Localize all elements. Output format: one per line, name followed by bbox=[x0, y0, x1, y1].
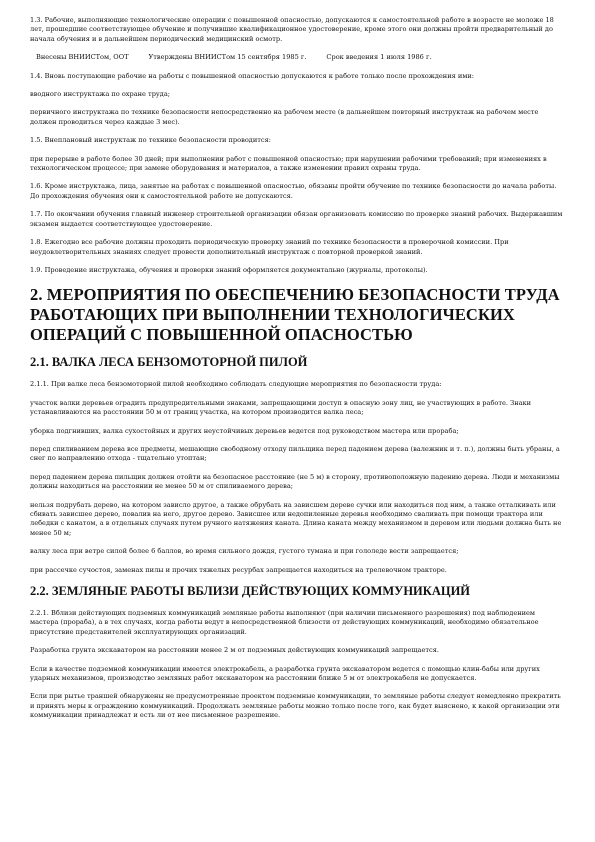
paragraph-1-9: 1.9. Проведение инструктажа, обучения и проверки знаний оформляется документально (журналы, протоколы). bbox=[30, 265, 428, 274]
meta-effective: Срок введения 1 июля 1986 г. bbox=[326, 53, 432, 62]
paragraph-2-2-1: 2.2.1. Вблизи действующих подземных коммуникаций земляные работы выполняют (при наличии письменного разрешения) под наблюдением мастера (прораба), а в тех случаях, когда работы ведут в непосредственной близости от действующих коммуникаций, необходимо обязательное присутствие представителей эксплуатирующих организаций. bbox=[30, 609, 539, 636]
paragraph-1-4-b: первичного инструктажа по технике безопасности непосредственно на рабочем месте (в дальнейшем повторный инструктаж на рабочем месте должен проводиться через каждые 3 мес). bbox=[30, 108, 539, 126]
meta-introduced: Внесены ВНИИСТом, ООТ bbox=[36, 53, 129, 62]
paragraph-2-2-2: Разработка грунта экскаватором на расстоянии менее 2 м от подземных действующих коммуникаций запрещается. bbox=[30, 646, 439, 655]
paragraph-2-1-e: нельзя подрубать дерево, на котором зависло другое, а также обрубать на зависшем дереве сучки или находиться под ним, а также отталкивать или сбивать зависшее дерево, повалив на него, другое дерево. Зависшее или недопиленные деревья необходимо сваливать при помощи трактора или лебедки с канатом, а в отдельных случаях путем ручного натяжения каната. Длина каната между механизмом и деревом или людьми должна быть не менее 50 м; bbox=[30, 500, 562, 537]
paragraph-1-5-a: при перерыве в работе более 30 дней; при выполнении работ с повышенной опасностью; при нарушении рабочими требований; при изменениях в технологическом процессе; при замене оборудования и материалов, а также изменении правил охраны труда. bbox=[30, 154, 547, 173]
paragraph-2-1-c: перед спиливанием дерева все предметы, мешающие свободному отходу пильщика перед падением дерева (валежник и т. п.), должны быть убраны, а снег по направлению отхода - тщательно утоптан; bbox=[30, 444, 560, 463]
subsection-2-1-heading: 2.1. ВАЛКА ЛЕСА БЕНЗОМОТОРНОЙ ПИЛОЙ bbox=[30, 355, 308, 370]
meta-approved: Утверждены ВНИИСТом 15 сентября 1985 г. bbox=[148, 53, 307, 62]
section-2-heading: 2. МЕРОПРИЯТИЯ ПО ОБЕСПЕЧЕНИЮ БЕЗОПАСНОСТИ ТРУДА РАБОТАЮЩИХ ПРИ ВЫПОЛНЕНИИ ТЕХНОЛОГИЧЕСКИХ ОПЕРАЦИЙ С ПОВЫШЕННОЙ ОПАСНОСТЬЮ bbox=[30, 285, 560, 345]
paragraph-1-6: 1.6. Кроме инструктажа, лица, занятые на работах с повышенной опасностью, обязаны пройти обучение по технике безопасности до начала работы. До прохождения обучения они к самостоятельной работе не допускаются. bbox=[30, 182, 557, 200]
paragraph-2-1-1: 2.1.1. При валке леса бензомоторной пилой необходимо соблюдать следующие мероприятия по безопасности труда: bbox=[30, 380, 442, 389]
paragraph-1-5: 1.5. Внеплановый инструктаж по технике безопасности проводится: bbox=[30, 136, 271, 145]
paragraph-2-1-d: перед падением дерева пильщик должен отойти на безопасное расстояние (не 5 м) в сторону, противоположную падению дерева. Люди и механизмы должны находиться на расстоянии не менее 50 м от спиливаемого дерева; bbox=[30, 472, 560, 491]
paragraph-2-1-a: участок валки деревьев оградить предупредительными знаками, запрещающими доступ в опасную зону лиц, не участвующих в работе. Знаки устанавливаются на расстоянии 50 м от границ участка, на котором производится валка леса; bbox=[30, 398, 532, 417]
paragraph-1-8: 1.8. Ежегодно все рабочие должны проходить периодическую проверку знаний по технике безопасности в проверочной комиссии. При неудовлетворительных знаниях следует провести дополнительный инструктаж с повторной проверкой знаний. bbox=[30, 238, 509, 256]
paragraph-2-1-b: уборка подгнивших, валка сухостойных и других неустойчивых деревьев ведется под руководством мастера или прораба; bbox=[30, 426, 459, 435]
paragraph-1-4-a: вводного инструктажа по охране труда; bbox=[30, 90, 171, 99]
paragraph-2-1-g: при рассечке сучостоя, заменах пилы и прочих тяжелых ресурбах запрещается находиться на трелевочном тракторе. bbox=[30, 565, 447, 574]
document-meta bbox=[36, 53, 565, 62]
paragraph-2-1-f: валку леса при ветре силой более 6 баллов, во время сильного дождя, густого тумана и при гололеде вести запрещается; bbox=[30, 547, 459, 556]
paragraph-2-2-3: Если в качестве подземной коммуникации имеется электрокабель, а разработка грунта экскаватором ведется с помощью клин-бабы или других ударных механизмов, производство земляных работ экскаватором на расстоянии ближе 5 м от электрокабеля не допускается. bbox=[30, 664, 540, 683]
paragraph-2-2-4: Если при рытье траншей обнаружены не предусмотренные проектом подземные коммуникации, то земляные работы следует немедленно прекратить и принять меры к ограждению коммуникаций. Продолжать земляные работы можно только после того, как будет выяснено, к какой организации эти коммуникации принадлежат и есть ли от нее письменное разрешение. bbox=[30, 692, 561, 720]
subsection-2-2-heading: 2.2. ЗЕМЛЯНЫЕ РАБОТЫ ВБЛИЗИ ДЕЙСТВУЮЩИХ КОММУНИКАЦИЙ bbox=[30, 584, 471, 598]
paragraph-1-7: 1.7. По окончании обучения главный инженер строительной организации обязан организовать комиссию по проверке знаний рабочих. Выдержавшим экзамен выдается соответствующее удостоверение. bbox=[30, 210, 563, 228]
paragraph-1-4: 1.4. Вновь поступающие рабочие на работы с повышенной опасностью допускаются к работе только после прохождения ими: bbox=[30, 71, 474, 80]
paragraph-1-3: 1.3. Рабочие, выполняющие технологические операции с повышенной опасностью, допускаются к самостоятельной работе в возрасте не моложе 18 лет, прошедшие соответствующее обучение и получившие квалификационное удостоверение, кроме этого они должны пройти предварительный до начала обучения и в дальнейшем периодический медицинский осмотр. bbox=[30, 16, 554, 43]
